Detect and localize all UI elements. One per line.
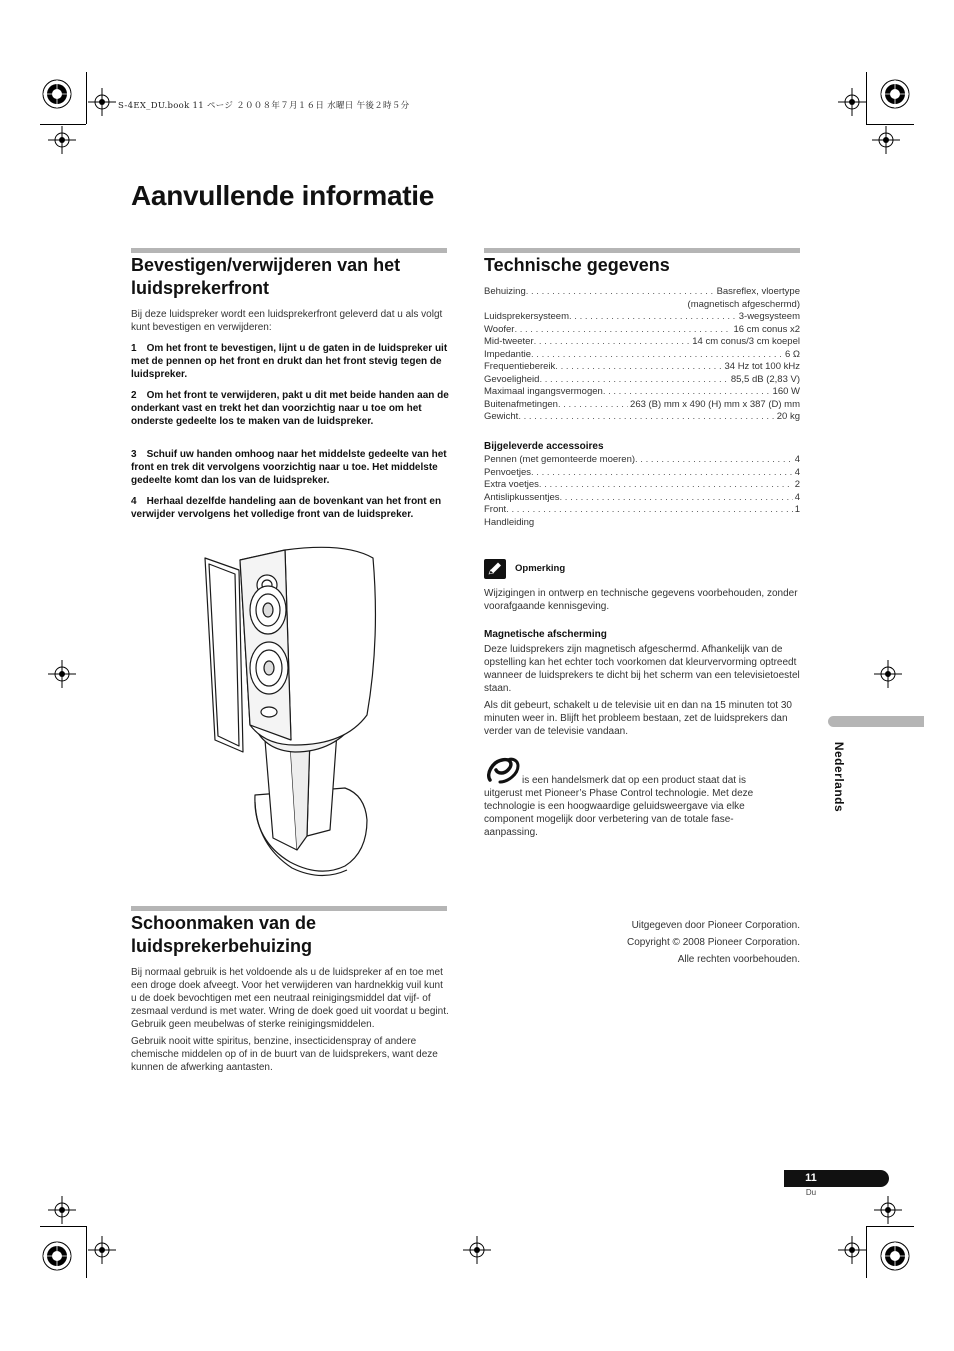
accessory-label: Front: [484, 504, 507, 515]
accessory-row: [484, 479, 800, 492]
crosshair-icon: [874, 660, 902, 688]
crosshair-icon: [48, 660, 76, 688]
print-header-line: S-4EX_DU.book 11 ページ ２００８年７月１６日 水曜日 午後２時５分: [118, 101, 410, 111]
section-heading-cleaning: [131, 912, 447, 958]
magnet-paragraph: Deze luidsprekers zijn magnetisch afgeschermd. Afhankelijk van de opstelling kan het echter toch voorkomen dat kleurvervorming optreedt wanneer de luidsprekers te dicht bij het scherm van een televisietoestel staan.: [484, 644, 800, 694]
spec-label: Gevoeligheid: [484, 373, 540, 385]
spec-value: 6 Ω: [784, 348, 800, 360]
spec-label: Impedantie: [484, 348, 532, 360]
accessories-heading: Bijgeleverde accessoires: [484, 441, 604, 452]
crosshair-icon: [838, 88, 866, 116]
crosshair-icon: [48, 126, 76, 154]
accessory-count: 2: [794, 479, 800, 490]
accessory-label: Pennen (met gemonteerde moeren): [484, 454, 636, 465]
spec-label: Maximaal ingangsvermogen: [484, 386, 603, 397]
phase-control-text-start: is een handelsmerk dat op een product staat dat is: [522, 775, 747, 786]
registration-circle-icon: [40, 72, 90, 122]
spec-value: 34 Hz tot 100 kHz: [724, 361, 800, 372]
magnet-text: [484, 643, 802, 738]
crosshair-icon: [874, 1196, 902, 1224]
note-pencil-icon: [484, 559, 506, 579]
accessory-count: 4: [794, 454, 800, 465]
registration-circle-icon: [878, 72, 918, 122]
publisher-block: [560, 917, 800, 968]
spec-value: 20 kg: [776, 411, 800, 422]
cleaning-text: [131, 966, 449, 1074]
registration-circle-icon: [878, 1232, 918, 1282]
spec-label: Behuizing: [484, 286, 526, 297]
spec-label: Frequentiebereik: [484, 361, 556, 372]
step-text: Schuif uw handen omhoog naar het middelste gedeelte van het front en trek dit vervolgens voorzichtig naar u toe. Het middelste gedeelte komt dan los van de luidspreker.: [131, 449, 447, 486]
step-text: Om het front te verwijderen, pakt u dit met beide handen aan de onderkant vast en trekt het dan voorzichtig naar u toe om het onderste gedeelte los te maken van de luidspreker.: [131, 390, 449, 427]
accessory-label: Extra voetjes: [484, 479, 539, 490]
spec-value: 263 (B) mm x 490 (H) mm x 387 (D) mm: [630, 398, 800, 410]
spec-row: [484, 286, 800, 299]
step-number: 4: [131, 496, 137, 507]
accessory-label: Antislipkussentjes: [484, 491, 560, 503]
crosshair-icon: [88, 1236, 116, 1264]
spec-label: Gewicht: [484, 411, 519, 422]
spec-row: [484, 411, 800, 424]
heading-line: Bevestigen/verwijderen van het: [131, 255, 401, 275]
accessory-row: [484, 517, 800, 530]
accessory-count: 4: [794, 491, 800, 503]
spec-row-continuation: [484, 299, 800, 312]
note-label: Opmerking: [515, 563, 566, 574]
cleaning-paragraph: Bij normaal gebruik is het voldoende als u de luidspreker af en toe met een droge doek afveegt. Voor het verwijderen van hardnekkig vuil kunt u de doek bevochtigen met een neutraal reinigingsmiddel dat vijf- of zesmaal verdund is met water. Wring de doek goed uit voordat u begint. Gebruik geen meubelwas of sterke reinigingsmiddelen.: [131, 967, 449, 1030]
page-language-code: Du: [805, 1188, 817, 1197]
publisher-line: Alle rechten voorbehouden.: [677, 954, 800, 965]
heading-line: Schoonmaken van de: [131, 913, 317, 933]
spec-row: [484, 311, 800, 324]
page-number: 11: [805, 1172, 817, 1184]
heading-line: luidsprekerfront: [131, 278, 270, 298]
step-text: Herhaal dezelfde handeling aan de bovenkant van het front en verwijder vervolgens het volledige front van de luidspreker.: [131, 496, 442, 520]
section-rule: [131, 906, 447, 911]
spec-value: 16 cm conus x2: [733, 323, 800, 335]
specs-list: [484, 286, 800, 424]
magnet-paragraph: Als dit gebeurt, schakelt u de televisie uit en dan na 15 minuten tot 30 minuten weer in. Blijft het probleem bestaan, zet de luidsprekers dan verder van de televisie vandaan.: [484, 700, 792, 737]
crosshair-icon: [872, 126, 900, 154]
page-title: Aanvullende informatie: [131, 180, 435, 211]
accessory-count: 1: [794, 504, 800, 515]
accessory-count: 4: [794, 466, 800, 478]
section-rule: [484, 248, 800, 253]
spec-row: [484, 374, 800, 387]
accessory-row: [484, 454, 800, 467]
step-number: 2: [131, 390, 137, 401]
phase-control-logo-icon: [484, 756, 522, 784]
accessory-label: Handleiding: [484, 516, 535, 528]
language-tab-label: Nederlands: [832, 741, 846, 813]
registration-circle-icon: [40, 1232, 80, 1282]
spec-value: 160 W: [772, 386, 800, 397]
crosshair-icon: [88, 88, 116, 116]
spec-value: 14 cm conus/3 cm koepel: [692, 336, 800, 347]
step-4: [131, 495, 449, 521]
accessory-row: [484, 467, 800, 480]
step-1: [131, 342, 449, 381]
spec-value: 3-wegsysteem: [738, 311, 800, 322]
accessory-row: [484, 492, 800, 505]
cleaning-paragraph: Gebruik nooit witte spiritus, benzine, insecticidenspray of andere chemische middelen op of in de buurt van de luidsprekers, want deze kunnen de afwerking aantasten.: [131, 1036, 438, 1073]
spec-row: [484, 349, 800, 362]
step-3: [131, 448, 449, 487]
spec-row: [484, 336, 800, 349]
spec-label: Buitenafmetingen: [484, 398, 558, 410]
step-number: 3: [131, 449, 137, 460]
publisher-line: Copyright © 2008 Pioneer Corporation.: [626, 937, 800, 948]
speaker-illustration: [195, 540, 385, 880]
spec-label: Mid-tweeter: [484, 336, 534, 347]
spec-row: [484, 386, 800, 399]
spec-value: (magnetisch afgeschermd): [687, 298, 800, 310]
step-number: 1: [131, 343, 137, 354]
spec-row: [484, 361, 800, 374]
spec-label: Woofer: [484, 323, 515, 335]
spec-row: [484, 324, 800, 337]
accessory-row: [484, 504, 800, 517]
magnet-heading: Magnetische afscherming: [484, 629, 607, 640]
section-heading-front: [131, 254, 447, 300]
step-2: [131, 389, 449, 428]
accessory-label: Penvoetjes: [484, 466, 532, 478]
note-text: Wijzigingen in ontwerp en technische gegevens voorbehouden, zonder voorafgaande kennisgeving.: [484, 588, 798, 612]
spec-label: Luidsprekersysteem: [484, 311, 570, 322]
accessories-list: [484, 454, 800, 529]
spec-row: [484, 399, 800, 412]
heading-line: luidsprekerbehuizing: [131, 936, 313, 956]
spec-value: 85,5 dB (2,83 V): [730, 373, 800, 385]
spec-value: Basreflex, vloertype: [716, 286, 800, 297]
section-rule: [131, 248, 447, 253]
front-intro: Bij deze luidspreker wordt een luidsprekerfront geleverd dat u als volgt kunt bevestigen en verwijderen:: [131, 309, 443, 333]
crosshair-icon: [48, 1196, 76, 1224]
crosshair-icon: [463, 1236, 491, 1264]
publisher-line: Uitgegeven door Pioneer Corporation.: [631, 920, 800, 931]
phase-control-text: uitgerust met Pioneer’s Phase Control technologie. Met deze technologie is een hoogwaardige geluidsweergave via elke component mogelijk door verbetering van de totale fase-aanpassing.: [484, 788, 754, 838]
step-text: Om het front te bevestigen, lijnt u de gaten in de luidspreker uit met de pennen op het front en drukt dan het front stevig tegen de luidspreker.: [131, 343, 448, 380]
crosshair-icon: [838, 1236, 866, 1264]
section-heading-specs: Technische gegevens: [484, 255, 670, 275]
